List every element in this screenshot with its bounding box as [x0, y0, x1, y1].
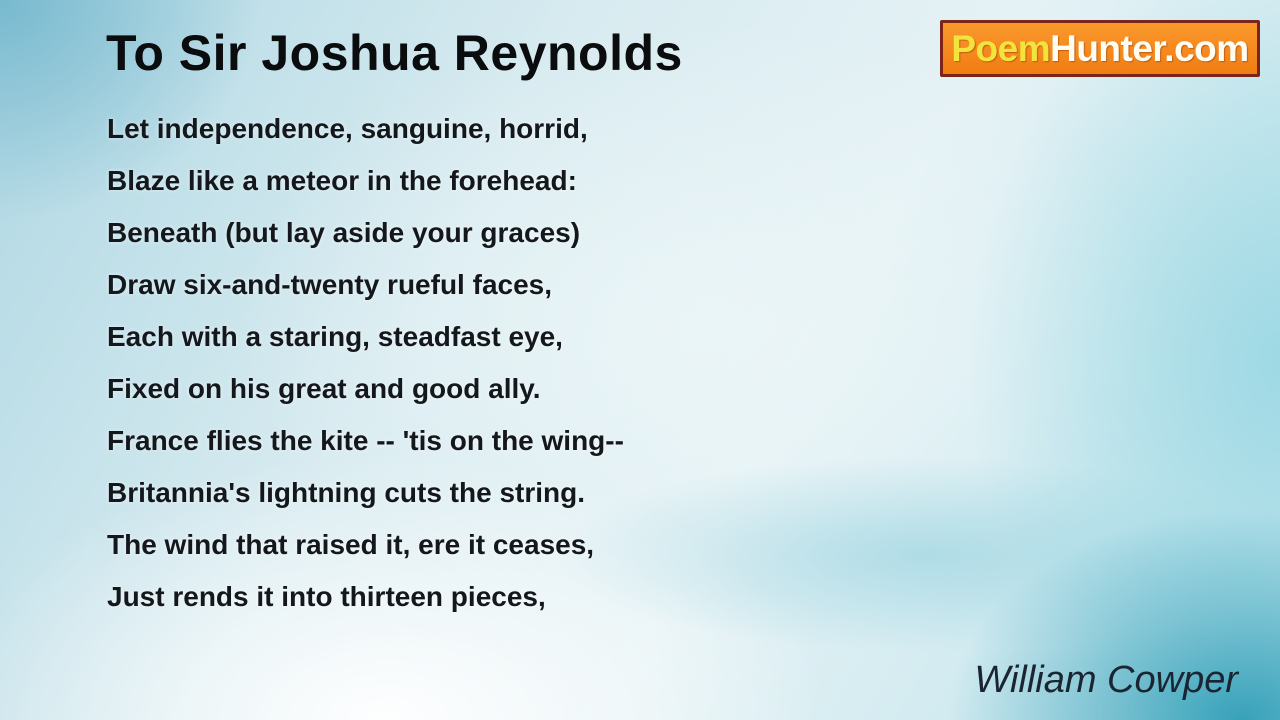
- poem-line: France flies the kite -- 'tis on the wing--: [107, 425, 624, 456]
- poem-body: [107, 103, 624, 623]
- poem-line: Beneath (but lay aside your graces): [107, 217, 581, 248]
- poem-line: Let independence, sanguine, horrid,: [107, 113, 588, 144]
- poem-line: Draw six-and-twenty rueful faces,: [107, 269, 553, 300]
- poem-line: Blaze like a meteor in the forehead:: [107, 165, 577, 196]
- poem-title: To Sir Joshua Reynolds: [106, 25, 683, 81]
- poem-line: Each with a staring, steadfast eye,: [107, 321, 563, 352]
- poem-line: Britannia's lightning cuts the string.: [107, 477, 586, 508]
- logo-text-hunter-com: Hunter.com: [1050, 27, 1249, 69]
- poem-author: William Cowper: [974, 659, 1238, 701]
- poemhunter-logo: [940, 20, 1260, 77]
- poem-line: Just rends it into thirteen pieces,: [107, 581, 546, 612]
- logo-text-poem: Poem: [951, 27, 1051, 69]
- poem-line: The wind that raised it, ere it ceases,: [107, 529, 595, 560]
- poem-line: Fixed on his great and good ally.: [107, 373, 541, 404]
